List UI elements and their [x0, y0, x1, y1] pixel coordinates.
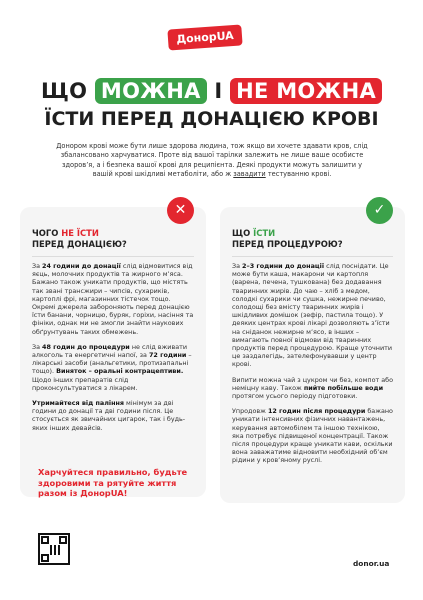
text: не слід вживати алкоголь та енергетичні напої, за — [32, 342, 188, 360]
title-word: ЩО — [40, 79, 88, 103]
qr-pattern — [50, 545, 60, 555]
text: мінімум за дві години до донації та дві години після. Це стосується як звичайних цигарок, так і будь-яких інших девайсів. — [32, 399, 186, 432]
text: За — [232, 262, 243, 270]
heading-text: ПЕРЕД ПРОЦЕДУРОЮ? — [232, 239, 343, 249]
text: слід поснідати. Це може бути каша, макарони чи картопля (варена, печена, тушкована) без додавання тваринних жирів. До чаю – хліб з медом, солодкі сухарики чи сушка, нежирне печиво, солодощі без вмісту тваринних жирів і шкідливих домішок (зефір, пастила тощо). У деяких центрах крові лікарі дозволяють з’їсти на сніданок нежирне м’ясо, в інших – вимагають повної відмови від тваринних продуктів перед процедурою. Краще уточнити це заздалегідь, зателефонувавши у центр крові. — [232, 262, 392, 369]
text: бажано уникати інтенсивних фізичних навантажень, керування автомобілем та іншою технікою, яка потребує підвищеної концентрації. Також після процедури краще уникати кави, оскільки вона заважатиме відновити необхідний об’єм рідини у кров’яному руслі. — [232, 407, 393, 465]
qr-corner — [41, 554, 49, 562]
intro-text: тестуванню крові. — [265, 170, 332, 179]
qr-corner — [41, 536, 49, 544]
intro-paragraph — [52, 142, 372, 180]
heading-highlight: ЇСТИ — [253, 228, 276, 238]
heading-text: ЩО — [232, 228, 254, 238]
bold-text: 2–3 години до донації — [242, 262, 325, 270]
do-eat-heading — [232, 228, 343, 250]
divider — [32, 256, 194, 257]
do-eat-card — [220, 202, 405, 503]
bold-text: Утримайтеся від паління — [32, 399, 125, 408]
paragraph — [32, 343, 196, 392]
paragraph — [32, 262, 196, 336]
intro-underlined: завадити — [233, 170, 266, 179]
text: Упродовж — [232, 407, 268, 416]
bold-text: 12 годин після процедури — [267, 407, 366, 416]
dont-eat-heading — [32, 228, 127, 250]
donorua-logo: ДонорUA — [167, 24, 242, 50]
footer-call-to-action: Харчуйтеся правильно, будьте здоровими та рятуйте життя разом із ДонорUA! — [38, 467, 188, 498]
qr-corner — [59, 536, 67, 544]
cross-icon: ✕ — [167, 197, 194, 224]
text: Випити можна чай з цукром чи без, компот або неміцну каву. Також — [232, 375, 394, 392]
check-icon: ✓ — [366, 197, 393, 224]
text: Щодо інших препаратів слід проконсультуватися з лікарем. — [32, 375, 138, 392]
dont-eat-card — [20, 202, 206, 497]
heading-highlight: НЕ ЇСТИ — [61, 228, 99, 238]
page-title-line1 — [0, 78, 423, 104]
dont-eat-body — [32, 262, 196, 439]
text: слід відмовитися від яєць, молочних продуктів та жирного м’яса. Бажано також уникати продуктів, що містять так звані трансжири – чипсів, сухариків, картоплі фрі, магазинних тістечок тощо. Окремі джерела забороняють перед донацією їсти банани, чорницю, буряк, горіхи, насіння та фініки, однак ми не змогли знайти наукових обґрунтувань таких обмежень. — [32, 262, 194, 336]
paragraph — [32, 399, 196, 432]
website-link[interactable]: donor.ua — [353, 559, 390, 568]
paragraph — [232, 262, 393, 369]
page-title-line2: ЇСТИ ПЕРЕД ДОНАЦІЄЮ КРОВІ — [44, 108, 379, 130]
title-word: І — [214, 79, 223, 103]
title-can-badge: МОЖНА — [95, 78, 207, 104]
do-eat-body — [232, 262, 393, 472]
text: За — [32, 262, 43, 270]
heading-text: ЧОГО — [32, 228, 62, 238]
text: За — [32, 342, 43, 351]
bold-text: 72 години — [148, 351, 187, 360]
paragraph — [232, 376, 393, 401]
intro-text: Донором крові може бути лише здорова людина, тож якщо ви хочете здавати кров, слід збалансовано харчуватися. Проте від вашої тарілки залежить не лише ваше особисте здоров’я, а і безпека вашої крові для реципієнта. Деякі продукти можуть залишити у вашій крові шкідливі метаболіти, або ж — [56, 142, 368, 179]
bold-text: пийте побільше води — [303, 383, 384, 392]
text: протягом усього періоду підготовки. — [232, 392, 358, 401]
title-cannot-badge: НЕ МОЖНА — [230, 78, 382, 104]
paragraph — [232, 407, 393, 464]
text: – лікарські засоби (анальгетики, протизапальні тощо). — [32, 351, 192, 376]
bold-text: Виняток – оральні контрацептиви. — [56, 367, 184, 376]
qr-code-icon[interactable] — [38, 533, 70, 565]
heading-text: ПЕРЕД ДОНАЦІЄЮ? — [32, 239, 127, 249]
bold-text: 48 годин до процедури — [42, 342, 130, 351]
bold-text: 24 години до донації — [42, 262, 121, 270]
divider — [232, 256, 393, 257]
